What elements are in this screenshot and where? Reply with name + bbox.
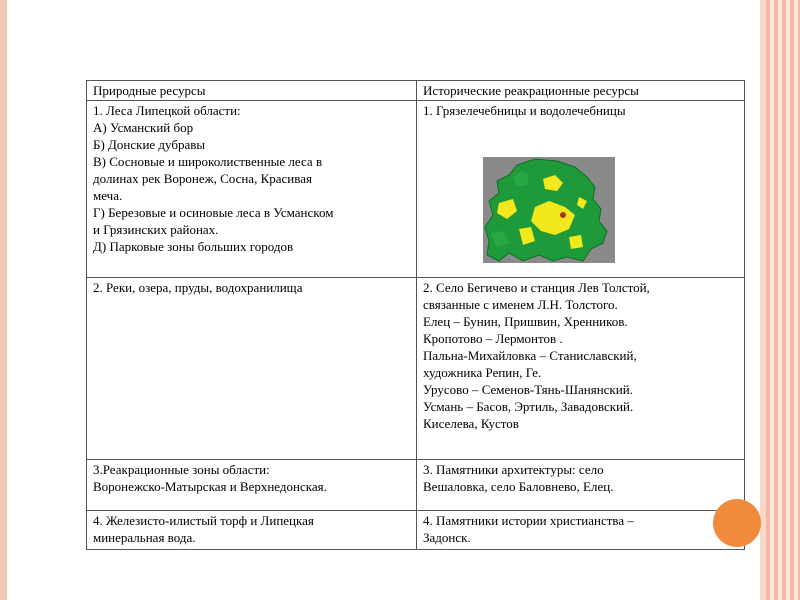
table-row bbox=[87, 278, 745, 460]
right-decor-stripes bbox=[766, 0, 800, 600]
cell-line: 4. Памятники истории христианства – bbox=[423, 513, 634, 528]
cell-line: Задонск. bbox=[423, 530, 471, 545]
cell-line: А) Усманский бор bbox=[93, 120, 194, 135]
cell-line: В) Сосновые и широколиственные леса в bbox=[93, 154, 323, 169]
cell-line: Воронежско-Матырская и Верхнедонская. bbox=[93, 479, 327, 494]
cell-line: художника Репин, Ге. bbox=[423, 365, 542, 380]
orange-circle-decor bbox=[713, 499, 761, 547]
cell-line: Д) Парковые зоны больших городов bbox=[93, 239, 294, 254]
table-cell bbox=[417, 278, 745, 460]
table-row bbox=[87, 511, 745, 550]
cell-line: минеральная вода. bbox=[93, 530, 196, 545]
cell-line: Вешаловка, село Баловнево, Елец. bbox=[423, 479, 614, 494]
header-historical-resources: Исторические реакрационные ресурсы bbox=[417, 81, 745, 101]
cell-line: 3. Памятники архитектуры: село bbox=[423, 462, 604, 477]
cell-line: Усмань – Басов, Эртиль, Завадовский. bbox=[423, 399, 634, 414]
table-cell bbox=[417, 511, 745, 550]
header-natural-resources: Природные ресурсы bbox=[87, 81, 417, 101]
table-cell bbox=[87, 460, 417, 511]
cell-line: Киселева, Кустов bbox=[423, 416, 519, 431]
cell-line: 2. Село Бегичево и станция Лев Толстой, bbox=[423, 280, 650, 295]
region-map-icon bbox=[483, 157, 615, 263]
table-row bbox=[87, 101, 745, 278]
table-cell bbox=[417, 460, 745, 511]
cell-line: Б) Донские дубравы bbox=[93, 137, 206, 152]
cell-line: долинах рек Воронеж, Сосна, Красивая bbox=[93, 171, 312, 186]
table-cell bbox=[417, 101, 745, 278]
cell-line: 4. Железисто-илистый торф и Липецкая bbox=[93, 513, 314, 528]
cell-line: 3.Реакрационные зоны области: bbox=[93, 462, 270, 477]
table-row bbox=[87, 460, 745, 511]
left-decor-bar bbox=[0, 0, 7, 600]
cell-line: 2. Реки, озера, пруды, водохранилища bbox=[93, 280, 303, 295]
cell-line: Елец – Бунин, Пришвин, Хренников. bbox=[423, 314, 628, 329]
cell-line: меча. bbox=[93, 188, 123, 203]
cell-line: Г) Березовые и осиновые леса в Усманском bbox=[93, 205, 334, 220]
cell-line: Пальна-Михайловка – Станиславский, bbox=[423, 348, 637, 363]
table-header-row bbox=[87, 81, 745, 101]
table-cell bbox=[87, 101, 417, 278]
cell-line: Кропотово – Лермонтов . bbox=[423, 331, 563, 346]
cell-line: и Грязинских районах. bbox=[93, 222, 219, 237]
cell-line: связанные с именем Л.Н. Толстого. bbox=[423, 297, 618, 312]
table-cell bbox=[87, 278, 417, 460]
cell-line: 1. Леса Липецкой области: bbox=[93, 103, 241, 118]
table-cell bbox=[87, 511, 417, 550]
cell-line: Урусово – Семенов-Тянь-Шанянский. bbox=[423, 382, 633, 397]
region-map-image bbox=[483, 157, 615, 263]
resources-table bbox=[86, 80, 745, 550]
cell-line: 1. Грязелечебницы и водолечебницы bbox=[423, 103, 626, 118]
